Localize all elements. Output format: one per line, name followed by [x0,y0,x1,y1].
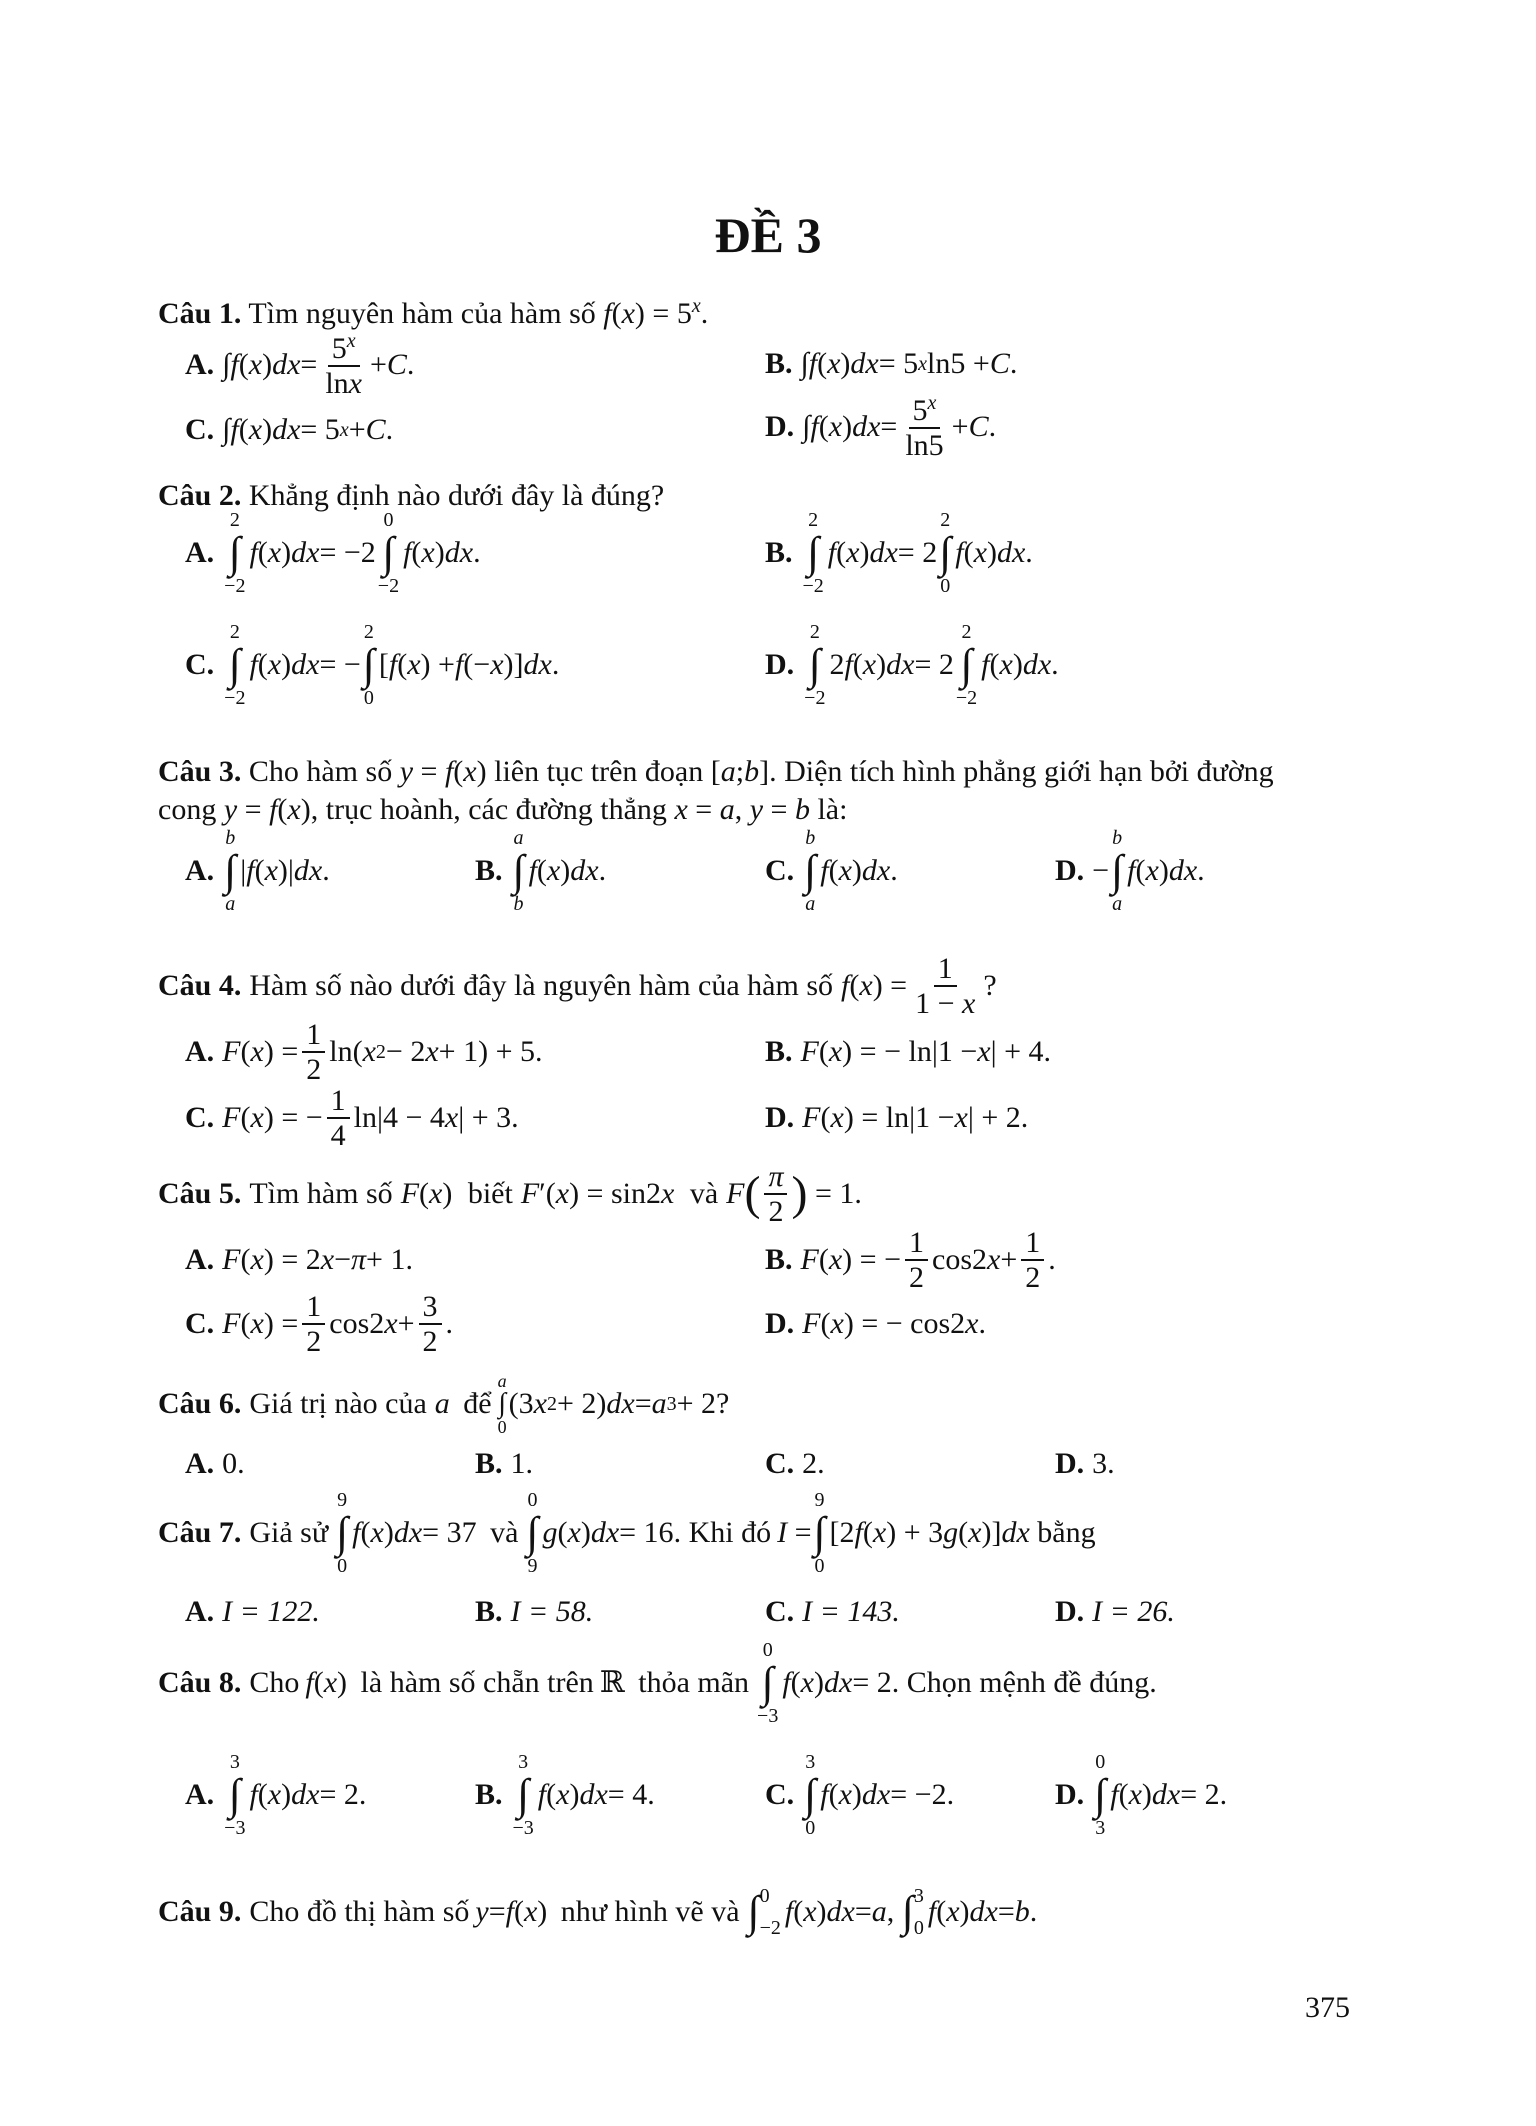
q3-option-b: B. a ∫ b f ( x ) dx . [475,827,607,916]
q7-option-c: C. I = 143. [765,1595,900,1628]
q6-option-c: C. 2. [765,1447,825,1480]
page-title: ĐỀ 3 [714,207,822,263]
q5-option-c: C. F ( x ) = $\frac{1}{2}$ cos2 x + $\frac{3}{2}$ . [185,1290,453,1358]
q3-option-a: A. b ∫ a | f ( x )| dx . [185,827,330,916]
question-2: Câu 2. Khẳng định nào dưới đây là đúng? [158,479,665,512]
question-number: Câu 1. [158,297,242,330]
q7-option-a: A. I = 122. [185,1595,320,1628]
q3-option-c: C. b ∫ a f ( x ) dx . [765,827,898,916]
q2-option-a: A. 2 ∫ −2 f ( x ) dx = −2 0 ∫ −2 f ( x ) dx . [185,509,481,598]
question-9: Câu 9. Cho đồ thị hàm số y = f ( x ) như hình vẽ và ∫ 0 −2 f ( x ) dx = a , ∫ 3 0 f ( x ) dx = b . [158,1885,1038,1939]
q4-option-c: C. F ( x ) = − $\frac{1}{4}$ ln|4 − 4 x | + 3. [185,1084,519,1152]
q1-option-c: C. ∫ f ( x ) dx = 5 x + C . [185,413,394,446]
q1-option-d: D. ∫ f ( x ) dx = $\frac{5^x}{\ln 5}$ + C . [765,392,997,462]
q2-option-d: D. 2 ∫ −2 2 f ( x ) dx = 2 2 ∫ −2 f ( x ) dx . [765,621,1059,710]
question-text: Tìm nguyên hàm của hàm số [248,297,596,330]
q8-option-c: C. 3 ∫ 0 f ( x ) dx = −2. [765,1751,955,1840]
q5-option-a: A. F ( x ) = 2 x − π + 1. [185,1243,413,1276]
q7-option-b: B. I = 58. [475,1595,594,1628]
q8-option-d: D. 0 ∫ 3 f ( x ) dx = 2. [1055,1751,1228,1840]
q8-option-a: A. 3 ∫ −3 f ( x ) dx = 2. [185,1751,367,1840]
q2-option-c: C. 2 ∫ −2 f ( x ) dx = − 2 ∫ 0 [ f ( x ) + f (− x )] dx . [185,621,560,710]
question-6: Câu 6. Giá trị nào của a để a ∫ 0 (3 x 2 + 2) dx = a 3 + 2? [158,1371,730,1437]
question-1: Câu 1. Tìm nguyên hàm của hàm số $f(x) = 5^x$. [158,295,709,330]
q6-option-a: A. 0. [185,1447,245,1480]
q4-option-b: B. F ( x ) = − ln|1 − x | + 4. [765,1035,1052,1068]
q7-option-d: D. I = 26. [1055,1595,1175,1628]
question-7: Câu 7. Giả sử 9 ∫ 0 f ( x ) dx = 37 và 0 ∫ 9 g ( x ) dx = 16 . Khi đó I = 9 ∫ 0 [2 f ( x ) + 3 g ( x )] dx bằng [158,1489,1096,1578]
q5-option-d: D. F ( x ) = − cos2 x . [765,1307,986,1340]
q6-option-b: B. 1. [475,1447,534,1480]
q1-option-a: A. ∫ f ( x ) dx = $\frac{5^x}{\ln x}$ + C . [185,330,415,400]
question-3: Câu 3. Cho hàm số y = f(x) liên tục trên đoạn [a;b]. Diện tích hình phẳng giới hạn bởi đường [158,755,1274,788]
question-8: Câu 8. Cho f ( x ) là hàm số chẵn trên ℝ thỏa mãn 0 ∫ −3 f ( x ) dx = 2 . Chọn mệnh đề đúng. [158,1639,1157,1728]
question-5: Câu 5. Tìm hàm số F ( x ) biết F ′( x ) = sin2 x và F ( $\frac{\pi}{2}$ ) = 1. [158,1160,862,1228]
page-number: 375 [1305,1991,1350,2024]
q4-option-d: D. F ( x ) = ln|1 − x | + 2. [765,1101,1029,1134]
q4-option-a: A. F ( x ) = $\frac{1}{2}$ ln( x 2 − 2 x + 1) + 5. [185,1018,543,1086]
question-4: Câu 4. Hàm số nào dưới đây là nguyên hàm của hàm số f ( x ) = $\frac{1}{1 - x}$ ? [158,952,997,1020]
q6-option-d: D. 3. [1055,1447,1115,1480]
question-3-line-2: cong y = f(x), trục hoành, các đường thẳng x = a, y = b là: [158,793,848,826]
q2-option-b: B. 2 ∫ −2 f ( x ) dx = 2 2 ∫ 0 f ( x ) dx . [765,509,1033,598]
q1-option-b: B. ∫ f ( x ) dx = 5 x ln5 + C . [765,347,1018,380]
q5-option-b: B. F ( x ) = − $\frac{1}{2}$ cos2 x + $\frac{1}{2}$ . [765,1226,1056,1294]
q3-option-d: D. − b ∫ a f ( x ) dx . [1055,827,1205,916]
q8-option-b: B. 3 ∫ −3 f ( x ) dx = 4. [475,1751,655,1840]
